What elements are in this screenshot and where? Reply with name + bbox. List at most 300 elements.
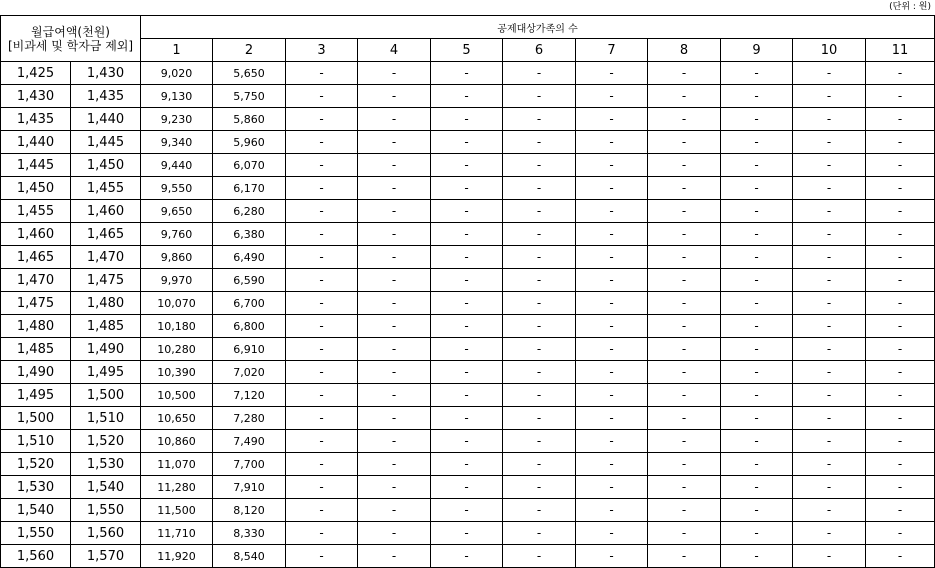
range-lower-cell: 1,520: [1, 453, 71, 476]
family-2-tax-cell: 6,070: [213, 154, 286, 177]
range-lower-cell: 1,435: [1, 108, 71, 131]
family-2-tax-cell: 7,490: [213, 430, 286, 453]
family-1-tax-cell: 10,860: [141, 430, 213, 453]
family-4-tax-cell: -: [358, 200, 431, 223]
family-9-tax-cell: -: [721, 223, 793, 246]
family-5-tax-cell: -: [431, 62, 503, 85]
family-4-tax-cell: -: [358, 315, 431, 338]
family-1-tax-cell: 10,500: [141, 384, 213, 407]
family-9-tax-cell: -: [721, 338, 793, 361]
range-upper-cell: 1,485: [71, 315, 141, 338]
table-row: [1, 177, 935, 200]
family-11-tax-cell: -: [866, 430, 935, 453]
table-row: [1, 338, 935, 361]
table-row: [1, 430, 935, 453]
range-upper-cell: 1,550: [71, 499, 141, 522]
family-7-tax-cell: -: [576, 108, 648, 131]
family-8-tax-cell: -: [648, 85, 721, 108]
family-10-tax-cell: -: [793, 338, 866, 361]
family-5-tax-cell: -: [431, 384, 503, 407]
family-9-tax-cell: -: [721, 430, 793, 453]
family-4-tax-cell: -: [358, 154, 431, 177]
table-row: [1, 384, 935, 407]
family-5-tax-cell: -: [431, 407, 503, 430]
family-2-tax-cell: 6,380: [213, 223, 286, 246]
family-9-tax-cell: -: [721, 62, 793, 85]
family-6-tax-cell: -: [503, 453, 576, 476]
range-lower-cell: 1,500: [1, 407, 71, 430]
family-4-tax-cell: -: [358, 108, 431, 131]
family-4-tax-cell: -: [358, 246, 431, 269]
range-lower-cell: 1,445: [1, 154, 71, 177]
range-upper-cell: 1,520: [71, 430, 141, 453]
range-upper-cell: 1,495: [71, 361, 141, 384]
family-11-tax-cell: -: [866, 315, 935, 338]
range-lower-cell: 1,450: [1, 177, 71, 200]
family-6-tax-cell: -: [503, 499, 576, 522]
family-2-tax-cell: 6,170: [213, 177, 286, 200]
family-8-tax-cell: -: [648, 154, 721, 177]
range-lower-cell: 1,480: [1, 315, 71, 338]
family-2-tax-cell: 6,490: [213, 246, 286, 269]
family-6-tax-cell: -: [503, 246, 576, 269]
family-6-tax-cell: -: [503, 407, 576, 430]
family-9-tax-cell: -: [721, 246, 793, 269]
family-9-tax-cell: -: [721, 131, 793, 154]
family-1-tax-cell: 10,280: [141, 338, 213, 361]
family-3-tax-cell: -: [286, 499, 358, 522]
family-11-tax-cell: -: [866, 246, 935, 269]
family-3-tax-cell: -: [286, 338, 358, 361]
family-5-tax-cell: -: [431, 338, 503, 361]
family-4-tax-cell: -: [358, 177, 431, 200]
family-5-tax-cell: -: [431, 108, 503, 131]
family-7-tax-cell: -: [576, 269, 648, 292]
family-7-tax-cell: -: [576, 177, 648, 200]
table-row: [1, 522, 935, 545]
family-8-tax-cell: -: [648, 62, 721, 85]
family-9-tax-cell: -: [721, 154, 793, 177]
family-11-tax-cell: -: [866, 85, 935, 108]
family-10-tax-cell: -: [793, 154, 866, 177]
family-6-tax-cell: -: [503, 430, 576, 453]
family-2-tax-cell: 6,280: [213, 200, 286, 223]
family-8-tax-cell: -: [648, 430, 721, 453]
family-7-tax-cell: -: [576, 476, 648, 499]
range-lower-cell: 1,455: [1, 200, 71, 223]
family-4-tax-cell: -: [358, 338, 431, 361]
family-9-tax-cell: -: [721, 200, 793, 223]
family-1-tax-cell: 9,130: [141, 85, 213, 108]
range-upper-cell: 1,450: [71, 154, 141, 177]
family-count-columns: [1, 39, 935, 62]
family-4-tax-cell: -: [358, 85, 431, 108]
table-row: [1, 407, 935, 430]
family-11-tax-cell: -: [866, 361, 935, 384]
family-6-tax-cell: -: [503, 292, 576, 315]
table-row: [1, 269, 935, 292]
range-lower-cell: 1,425: [1, 62, 71, 85]
family-3-tax-cell: -: [286, 361, 358, 384]
family-6-tax-cell: -: [503, 154, 576, 177]
family-2-tax-cell: 6,910: [213, 338, 286, 361]
family-1-tax-cell: 9,020: [141, 62, 213, 85]
family-1-tax-cell: 11,070: [141, 453, 213, 476]
family-5-tax-cell: -: [431, 200, 503, 223]
family-11-tax-cell: -: [866, 154, 935, 177]
family-7-tax-cell: -: [576, 154, 648, 177]
family-6-tax-cell: -: [503, 545, 576, 568]
family-11-tax-cell: -: [866, 499, 935, 522]
column-header-4: 4: [358, 39, 431, 62]
family-11-tax-cell: -: [866, 545, 935, 568]
column-header-5: 5: [431, 39, 503, 62]
family-3-tax-cell: -: [286, 62, 358, 85]
family-1-tax-cell: 9,650: [141, 200, 213, 223]
family-6-tax-cell: -: [503, 177, 576, 200]
family-5-tax-cell: -: [431, 177, 503, 200]
family-2-tax-cell: 5,960: [213, 131, 286, 154]
family-7-tax-cell: -: [576, 85, 648, 108]
family-4-tax-cell: -: [358, 522, 431, 545]
family-8-tax-cell: -: [648, 522, 721, 545]
column-header-10: 10: [793, 39, 866, 62]
family-11-tax-cell: -: [866, 108, 935, 131]
table-row: [1, 476, 935, 499]
family-11-tax-cell: -: [866, 131, 935, 154]
family-5-tax-cell: -: [431, 522, 503, 545]
family-9-tax-cell: -: [721, 269, 793, 292]
family-8-tax-cell: -: [648, 545, 721, 568]
range-upper-cell: 1,540: [71, 476, 141, 499]
table-row: [1, 545, 935, 568]
family-5-tax-cell: -: [431, 361, 503, 384]
family-3-tax-cell: -: [286, 476, 358, 499]
family-7-tax-cell: -: [576, 315, 648, 338]
family-10-tax-cell: -: [793, 292, 866, 315]
family-2-tax-cell: 6,800: [213, 315, 286, 338]
family-2-tax-cell: 6,700: [213, 292, 286, 315]
family-5-tax-cell: -: [431, 315, 503, 338]
family-8-tax-cell: -: [648, 108, 721, 131]
range-lower-cell: 1,490: [1, 361, 71, 384]
family-10-tax-cell: -: [793, 430, 866, 453]
table-header: [1, 16, 935, 62]
family-3-tax-cell: -: [286, 177, 358, 200]
family-3-tax-cell: -: [286, 246, 358, 269]
family-6-tax-cell: -: [503, 361, 576, 384]
family-5-tax-cell: -: [431, 246, 503, 269]
salary-range-note: [비과세 및 학자금 제외]: [7, 38, 134, 53]
table-row: [1, 292, 935, 315]
family-2-tax-cell: 5,750: [213, 85, 286, 108]
family-4-tax-cell: -: [358, 430, 431, 453]
range-lower-cell: 1,510: [1, 430, 71, 453]
range-lower-cell: 1,560: [1, 545, 71, 568]
family-2-tax-cell: 7,020: [213, 361, 286, 384]
family-7-tax-cell: -: [576, 430, 648, 453]
table-row: [1, 200, 935, 223]
family-8-tax-cell: -: [648, 177, 721, 200]
family-2-tax-cell: 7,700: [213, 453, 286, 476]
family-1-tax-cell: 9,970: [141, 269, 213, 292]
family-3-tax-cell: -: [286, 407, 358, 430]
family-6-tax-cell: -: [503, 85, 576, 108]
family-11-tax-cell: -: [866, 269, 935, 292]
range-upper-cell: 1,435: [71, 85, 141, 108]
salary-range-label: 월급여액(천원): [31, 24, 110, 39]
family-8-tax-cell: -: [648, 384, 721, 407]
family-4-tax-cell: -: [358, 407, 431, 430]
family-7-tax-cell: -: [576, 407, 648, 430]
family-2-tax-cell: 5,650: [213, 62, 286, 85]
family-4-tax-cell: -: [358, 292, 431, 315]
family-11-tax-cell: -: [866, 177, 935, 200]
family-count-header: 공제대상가족의 수: [141, 16, 935, 39]
family-8-tax-cell: -: [648, 200, 721, 223]
range-upper-cell: 1,570: [71, 545, 141, 568]
family-7-tax-cell: -: [576, 384, 648, 407]
family-10-tax-cell: -: [793, 453, 866, 476]
column-header-2: 2: [213, 39, 286, 62]
family-8-tax-cell: -: [648, 361, 721, 384]
family-4-tax-cell: -: [358, 62, 431, 85]
family-4-tax-cell: -: [358, 269, 431, 292]
family-11-tax-cell: -: [866, 476, 935, 499]
family-8-tax-cell: -: [648, 315, 721, 338]
family-10-tax-cell: -: [793, 476, 866, 499]
family-11-tax-cell: -: [866, 522, 935, 545]
table-row: [1, 223, 935, 246]
range-lower-cell: 1,530: [1, 476, 71, 499]
family-5-tax-cell: -: [431, 223, 503, 246]
family-8-tax-cell: -: [648, 476, 721, 499]
family-2-tax-cell: 7,280: [213, 407, 286, 430]
family-10-tax-cell: -: [793, 62, 866, 85]
range-lower-cell: 1,485: [1, 338, 71, 361]
family-1-tax-cell: 10,180: [141, 315, 213, 338]
family-3-tax-cell: -: [286, 223, 358, 246]
family-11-tax-cell: -: [866, 453, 935, 476]
family-8-tax-cell: -: [648, 453, 721, 476]
range-upper-cell: 1,460: [71, 200, 141, 223]
family-3-tax-cell: -: [286, 200, 358, 223]
family-7-tax-cell: -: [576, 522, 648, 545]
family-4-tax-cell: -: [358, 476, 431, 499]
family-4-tax-cell: -: [358, 545, 431, 568]
family-2-tax-cell: 8,120: [213, 499, 286, 522]
family-11-tax-cell: -: [866, 62, 935, 85]
column-header-11: 11: [866, 39, 935, 62]
family-1-tax-cell: 11,280: [141, 476, 213, 499]
family-4-tax-cell: -: [358, 131, 431, 154]
family-5-tax-cell: -: [431, 453, 503, 476]
family-5-tax-cell: -: [431, 269, 503, 292]
family-10-tax-cell: -: [793, 246, 866, 269]
column-header-1: 1: [141, 39, 213, 62]
column-header-3: 3: [286, 39, 358, 62]
family-5-tax-cell: -: [431, 292, 503, 315]
range-lower-cell: 1,495: [1, 384, 71, 407]
family-1-tax-cell: 10,390: [141, 361, 213, 384]
family-6-tax-cell: -: [503, 384, 576, 407]
family-10-tax-cell: -: [793, 108, 866, 131]
family-1-tax-cell: 9,860: [141, 246, 213, 269]
family-8-tax-cell: -: [648, 499, 721, 522]
family-9-tax-cell: -: [721, 292, 793, 315]
table-row: [1, 361, 935, 384]
family-8-tax-cell: -: [648, 246, 721, 269]
family-11-tax-cell: -: [866, 384, 935, 407]
family-7-tax-cell: -: [576, 453, 648, 476]
family-2-tax-cell: 8,330: [213, 522, 286, 545]
family-2-tax-cell: 7,910: [213, 476, 286, 499]
family-11-tax-cell: -: [866, 200, 935, 223]
family-9-tax-cell: -: [721, 499, 793, 522]
range-upper-cell: 1,560: [71, 522, 141, 545]
family-5-tax-cell: -: [431, 499, 503, 522]
withholding-tax-table: [0, 15, 935, 568]
family-5-tax-cell: -: [431, 476, 503, 499]
family-4-tax-cell: -: [358, 361, 431, 384]
range-lower-cell: 1,475: [1, 292, 71, 315]
column-header-8: 8: [648, 39, 721, 62]
family-9-tax-cell: -: [721, 453, 793, 476]
family-11-tax-cell: -: [866, 292, 935, 315]
family-7-tax-cell: -: [576, 361, 648, 384]
family-1-tax-cell: 9,340: [141, 131, 213, 154]
table-body: [1, 62, 935, 568]
family-8-tax-cell: -: [648, 292, 721, 315]
family-3-tax-cell: -: [286, 292, 358, 315]
table-row: [1, 154, 935, 177]
range-lower-cell: 1,470: [1, 269, 71, 292]
family-1-tax-cell: 9,440: [141, 154, 213, 177]
family-1-tax-cell: 9,760: [141, 223, 213, 246]
table-row: [1, 499, 935, 522]
family-10-tax-cell: -: [793, 407, 866, 430]
family-10-tax-cell: -: [793, 177, 866, 200]
range-lower-cell: 1,540: [1, 499, 71, 522]
family-11-tax-cell: -: [866, 407, 935, 430]
family-7-tax-cell: -: [576, 499, 648, 522]
family-10-tax-cell: -: [793, 499, 866, 522]
range-lower-cell: 1,550: [1, 522, 71, 545]
family-3-tax-cell: -: [286, 315, 358, 338]
family-1-tax-cell: 9,230: [141, 108, 213, 131]
family-10-tax-cell: -: [793, 522, 866, 545]
family-10-tax-cell: -: [793, 131, 866, 154]
family-6-tax-cell: -: [503, 315, 576, 338]
family-6-tax-cell: -: [503, 131, 576, 154]
family-10-tax-cell: -: [793, 223, 866, 246]
family-4-tax-cell: -: [358, 499, 431, 522]
range-upper-cell: 1,510: [71, 407, 141, 430]
family-5-tax-cell: -: [431, 131, 503, 154]
family-9-tax-cell: -: [721, 108, 793, 131]
family-11-tax-cell: -: [866, 223, 935, 246]
family-1-tax-cell: 10,070: [141, 292, 213, 315]
family-6-tax-cell: -: [503, 522, 576, 545]
family-4-tax-cell: -: [358, 223, 431, 246]
family-10-tax-cell: -: [793, 200, 866, 223]
family-10-tax-cell: -: [793, 361, 866, 384]
family-6-tax-cell: -: [503, 108, 576, 131]
range-upper-cell: 1,470: [71, 246, 141, 269]
family-9-tax-cell: -: [721, 85, 793, 108]
family-5-tax-cell: -: [431, 154, 503, 177]
family-1-tax-cell: 10,650: [141, 407, 213, 430]
table-row: [1, 453, 935, 476]
family-10-tax-cell: -: [793, 545, 866, 568]
family-9-tax-cell: -: [721, 315, 793, 338]
range-lower-cell: 1,430: [1, 85, 71, 108]
family-9-tax-cell: -: [721, 177, 793, 200]
family-7-tax-cell: -: [576, 246, 648, 269]
family-9-tax-cell: -: [721, 545, 793, 568]
family-3-tax-cell: -: [286, 453, 358, 476]
range-lower-cell: 1,440: [1, 131, 71, 154]
family-4-tax-cell: -: [358, 453, 431, 476]
family-3-tax-cell: -: [286, 131, 358, 154]
range-upper-cell: 1,475: [71, 269, 141, 292]
family-10-tax-cell: -: [793, 384, 866, 407]
family-10-tax-cell: -: [793, 315, 866, 338]
table-row: [1, 62, 935, 85]
range-upper-cell: 1,445: [71, 131, 141, 154]
family-6-tax-cell: -: [503, 200, 576, 223]
family-7-tax-cell: -: [576, 131, 648, 154]
table-row: [1, 108, 935, 131]
family-3-tax-cell: -: [286, 154, 358, 177]
family-8-tax-cell: -: [648, 407, 721, 430]
range-upper-cell: 1,440: [71, 108, 141, 131]
family-6-tax-cell: -: [503, 223, 576, 246]
family-7-tax-cell: -: [576, 223, 648, 246]
range-upper-cell: 1,490: [71, 338, 141, 361]
family-1-tax-cell: 11,500: [141, 499, 213, 522]
family-3-tax-cell: -: [286, 430, 358, 453]
family-11-tax-cell: -: [866, 338, 935, 361]
range-upper-cell: 1,530: [71, 453, 141, 476]
family-10-tax-cell: -: [793, 269, 866, 292]
range-upper-cell: 1,455: [71, 177, 141, 200]
table-row: [1, 246, 935, 269]
family-7-tax-cell: -: [576, 200, 648, 223]
column-header-6: 6: [503, 39, 576, 62]
family-7-tax-cell: -: [576, 338, 648, 361]
family-2-tax-cell: 7,120: [213, 384, 286, 407]
table-row: [1, 315, 935, 338]
family-6-tax-cell: -: [503, 62, 576, 85]
family-7-tax-cell: -: [576, 292, 648, 315]
family-9-tax-cell: -: [721, 476, 793, 499]
family-5-tax-cell: -: [431, 430, 503, 453]
salary-range-header: [1, 16, 141, 62]
family-2-tax-cell: 5,860: [213, 108, 286, 131]
family-9-tax-cell: -: [721, 522, 793, 545]
family-6-tax-cell: -: [503, 338, 576, 361]
family-6-tax-cell: -: [503, 269, 576, 292]
table-row: [1, 131, 935, 154]
family-8-tax-cell: -: [648, 269, 721, 292]
family-5-tax-cell: -: [431, 85, 503, 108]
family-5-tax-cell: -: [431, 545, 503, 568]
family-3-tax-cell: -: [286, 269, 358, 292]
family-6-tax-cell: -: [503, 476, 576, 499]
family-1-tax-cell: 11,920: [141, 545, 213, 568]
range-upper-cell: 1,430: [71, 62, 141, 85]
